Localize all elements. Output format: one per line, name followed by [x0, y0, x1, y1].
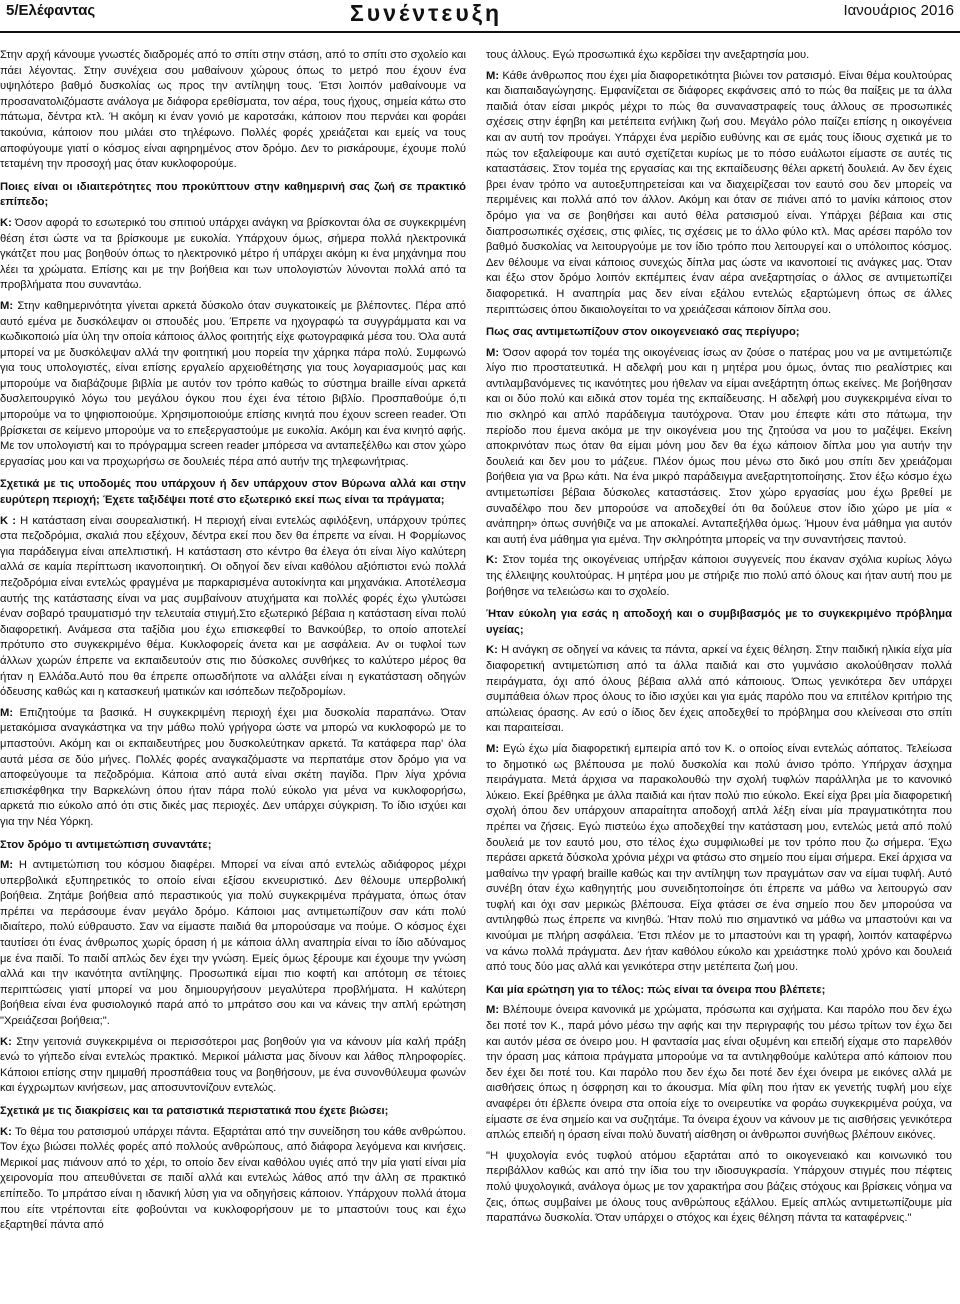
speaker-label: Μ:: [0, 859, 14, 872]
answer-paragraph: [0, 1035, 466, 1097]
right-column: [486, 48, 952, 1300]
interview-question: Και μία ερώτηση για το τέλος: πώς είναι τα όνειρα που βλέπετε;: [486, 983, 826, 996]
speaker-label: Κ:: [0, 1035, 12, 1048]
speaker-label: Μ:: [486, 1004, 500, 1017]
interview-question: Στον δρόμο τι αντιμετώπιση συναντάτε;: [0, 838, 212, 851]
paragraph-text: Επιζητούμε τα βασικά. Η συγκεκριμένη περιοχή έχει μια δυσκολία παραπάνω. Όταν μετακόμισα αναγκάστηκα να την μάθω πολύ γρήγορα ώστε να μπορώ να κυκλοφορώ με το μπαστούνι. Ακόμη και οι εκπαιδευτήρες μου δυσκολεύτηκαν αρκετά. Τα κατάφερα παρ' όλα αυτά μέσα σε δύο μήνες. Πολλές φορές αναγκαζόμαστε να περπατάμε στον δρόμο για να αποφεύγουμε τα πεζοδρόμια. Κάποια από αυτά είναι σκέτη παγίδα. Πριν λίγα χρόνια επισκέφθηκα την Βαρκελώνη όπου ήταν πάρα πολύ εύκολο για μένα να κυκλοφορήσω, αρκετά πιο εύκολο από ότι στις δικές μας περιοχές. Δεν υπάρχει σύγκριση. Το ίδιο ισχύει και για την Νέα Υόρκη.: [0, 706, 466, 828]
interview-question: Ποιες είναι οι ιδιαιτερότητες που προκύπτουν στην καθημερινή σας ζωή σε πρακτικό επίπεδο;: [0, 180, 466, 209]
answer-paragraph: [0, 1125, 466, 1234]
paragraph-text: Η αντιμετώπιση του κόσμου διαφέρει. Μπορεί να είναι από εντελώς αδιάφορος μέχρι υπερβολικά εξυπηρετικός το οποίο είναι εξίσου εκνευριστικό. Δεν θέλουμε υπερβολική βοήθεια. Ζητάμε βοήθεια από περαστικούς για πολύ συγκεκριμένα πράγματα, όπως όταν πρέπει να περάσουμε έναν μεγάλο δρόμο. Κάποιοι μας αντιμετωπίζουν σαν κάτι πολύ ιδιαίτερο, πολύ εύθραυστο. Σαν να είμαστε παιδιά θα μπορούσαμε να πούμε. Ο κόσμος έχει ταυτίσει ότι ένας άνθρωπος χωρίς όραση ή με κάποια άλλη αναπηρία είναι το ίδιο αδύναμος με ένα παιδί. Το παιδί απλώς δεν έχει την γνώση. Εμείς όμως ξέρουμε και έχουμε την γνώση αλλά και την ικανότητα αντίληψης. Προσωπικά είμαι πιο κοφτή και απότομη σε τέτοιες περιπτώσεις γιατί μπορεί να μου δημιουργήσουν μεγαλύτερα προβλήματα. Η καλύτερη βοήθεια είναι ένα φυσιολογικό παρά από το μπράτσο σου και να κάνεις την απλή ερώτηση "Χρειάζεσαι βοήθεια;".: [0, 859, 466, 1028]
paragraph-text: τους άλλους. Εγώ προσωπικά έχω κερδίσει την ανεξαρτησία μου.: [486, 49, 810, 61]
answer-paragraph: [0, 706, 466, 831]
speaker-label: Κ :: [0, 514, 16, 527]
answer-paragraph: [486, 643, 952, 737]
paragraph-text: Κάθε άνθρωπος που έχει μία διαφορετικότητα βιώνει τον ρατσισμό. Είναι θέμα κουλτούρας και διαπαιδαγώγησης. Εμφανίζεται σε διάφορες εκφάνσεις από το πώς θα παίξεις με τα άλλα παιδιά όταν είσαι μικρός μέχρι το πώς θα συναναστραφείς τους άλλους σε προσωπικές σχέσεις στην έφηβη και μετέπειτα ενήλικη ζωή σου. Μεγάλο ρόλο παίζει επίσης η οικογένεια και αν αυτή τον προάγει. Υπάρχει ένα μερίδιο ευθύνης και σε εμάς τους ίδιους σχετικά με το πώς τον εξαλείφουμε και αυτό σχετίζεται κυρίως με το πόσο ευάλωτοι είμαστε σε αυτές τις καταστάσεις. Στον τομέα της εργασίας και της εκπαίδευσης θέλει αρκετή δουλειά. Αν δεν έχεις βρει έναν τρόπο να αυτοεξυπηρετείσαι και να διαχειρίζεσαι τον εαυτό σου δεν μπορείς να περιμένεις και πολλά από τον άλλον. Ακόμη και όταν σε πιάνει από το μανίκι κάποιος στον δρόμο για να σε βοηθήσει και αυτό θέλα ρατσισμού είναι. Υπάρχει βέβαια και στις διαπροσωπικές σχέσεις, στις φιλίες, τις σχέσεις με το άλλο φύλο κτλ. Μας αρέσει παρόλο τον βαθμό δυσκολίας να λειτουργούμε με τον ίδιο τρόπο που λειτουργεί και ο υπόλοιπος κόσμος. Δεν θέλουμε να είναι κάποιος συνεχώς δίπλα μας ώστε να ικανοποιεί τις ανάγκες μας. Όταν και έξω στον δρόμο λοιπόν εκπέμπεις έναν αέρα ανεξαρτησίας ο άλλος σε αντιμετωπίζει διαφορετικά. Η αναπηρία μας δεν είναι εξάλου εντελώς εξαρτώμενη όπως σε άλλες περιπτώσεις όπου δικαιολογείται το να χρειάζεσαι κάποιον δίπλα σου.: [486, 69, 952, 316]
paragraph-text: Το θέμα του ρατσισμού υπάρχει πάντα. Εξαρτάται από την συνείδηση του κάθε ανθρώπου. Τον έχω βιώσει πολλές φορές από πολλούς ανθρώπους, από διάφορα λεγόμενα και κινήσεις. Μερικοί μας πιάνουν από το χέρι, το οποίο δεν είναι καθόλου υγιές από την μία γιατί είναι μία χειρονομία που απευθύνεται σε παιδί αλλά και εντελώς λάθος από την άλλη σε πρακτικό επίπεδο. Το μπράτσο είναι η ιδανική λύση για να οδηγήσεις κάποιον. Υπάρχουν πολλά άτομα που είτε ντρέπονται είτε φοβούνται να κυκλοφορήσουν με το μπαστούνι τους και έχω εξαρτηθεί πάντα από: [0, 1125, 466, 1232]
answer-paragraph: [486, 346, 952, 549]
paragraph-text: Στην γειτονιά συγκεκριμένα οι περισσότεροι μας βοηθούν για να κάνουν μία καλή πράξη ενώ το γήπεδο είναι εντελώς πρακτικό. Μερικοί μάλιστα μας δίνουν και λάθος πληροφορίες. Κάποιοι επίσης στην ημιμαθή προσπάθεια τους να βοηθήσουν, με ένα συνονθύλευμα φωνών και έγχρωμτων κινήσεων, μας αποσυντονίζουν εντελώς.: [0, 1035, 466, 1095]
paragraph-text: Όσον αφορά τον τομέα της οικογένειας ίσως αν ζούσε ο πατέρας μου να με αντιμετώπιζε λίγο πιο προστατευτικά. Η αδελφή μου και η μητέρα μου όμως, όντας πιο ρεαλίστριες και αντιλαμβανόμενες τις ικανότητες μου ήθελαν να είμαι ανεξάρτητη όπως εκείνες. Με βοήθησαν και οι δύο πολύ και ειδικά στον τομέα της εκπαίδευσης. Η αδελφή μου συγκεκριμένα είναι το πιο σκληρό και απλό παράδειγμα ταυτόχρονα. Όταν μου έπεφτε κάτι στο πάτωμα, την περίοδο που έμενα ακόμα με την οικογένεια μου της ζητούσα να μου το μαζέψει. Εκείνη αποκρινόταν πως όταν θα είμαι μόνη μου δεν θα έχω κάποιον δίπλα μου για αυτήν την δουλειά και δεν μου το μάζευε. Πλέον όμως που μένω στο δικό μου σπίτι δεν χρειάζομαι βοήθεια για να βρω κάτι. Να ένα μικρό παράδειγμα ανεξαρτητοποίησης. Στον έξω κόσμο έχω αντιμετωπίσει βέβαια δύσκολες καταστάσεις. Στον χώρο εργασίας μου έχω βρεθεί με συναδέλφο που δεν μπορούσε να αποδεχθεί ότι θα δούλευε στον ίδιο χώρο με μία « ανάπηρη» όπως συνήθιζε να με αποκαλεί. Ανταπεξήλθα όμως. Ήμουν ένα μάθημα για αυτόν και αυτή ένα μάθημα για εμένα. Την σκληρότητα μπορείς να την συναντήσεις παντού.: [486, 346, 952, 546]
speaker-label: Μ:: [486, 742, 500, 755]
answer-paragraph: [486, 48, 952, 64]
answer-paragraph: [486, 553, 952, 600]
paragraph-text: Η ανάγκη σε οδηγεί να κάνεις τα πάντα, αρκεί να έχεις θέληση. Στην παιδική ηλικία είχα μία διαφορετική αντιμετώπιση από τα άλλα παιδιά και στο γυμνάσιο ακολούθησαν πολλά πειράγματα, όχι από όλους βέβαια αλλά από κάποιους. Όπως γενικότερα δεν υπάρχει συμπάθεια όλων προς όλους το ίδιο ισχύει και για εμάς παρόλο που να επιτέλον κριτήριο της απώλειας όρασης. Αν εσύ ο ίδιος δεν έχεις αποδεχθεί το πρόβλημα σου κλείνεσαι στο σπίτι και παραιτείσαι.: [486, 644, 952, 735]
answer-paragraph: [0, 514, 466, 701]
answer-paragraph: [486, 742, 952, 976]
speaker-label: Μ:: [0, 299, 14, 312]
speaker-label: Κ:: [0, 1125, 12, 1138]
speaker-label: Μ:: [0, 706, 14, 719]
issue-date: Ιανουάριος 2016: [843, 2, 954, 19]
speaker-label: Μ:: [486, 346, 500, 359]
header-rule: [0, 31, 960, 33]
interview-question: Πως σας αντιμετωπίζουν στον οικογενειακό σας περίγυρο;: [486, 326, 800, 339]
speaker-label: Κ:: [486, 554, 498, 567]
paragraph-text: Στην αρχή κάνουμε γνωστές διαδρομές από το σπίτι στην στάση, από το σπίτι στο σχολείο και πάει λέγοντας. Στην συνέχεια σου μαθαίνουν χώρους όπως το μετρό που έχουν ένα υψηλότερο βαθμό δυσκολίας ως προς την αντίληψη τους. Έτσι λοιπόν μαθαίνουμε να προσανατολιζόμαστε ανάλογα με διάφορα ερεθίσματα, τον αέρα, τους ήχους, σημεία κάτω στο πάτωμα, δέντρα κτλ. Ή ακόμη κι έναν γονιό με καροτσάκι, κάποιον που περνάει και φοράει τακούνια, κάποιον που μιλάει στο τηλέφωνο. Πολλές φορές χρειάζεται και εμείς να τους αποφύγουμε γιατί ο κόσμος είναι αφηρημένος στον δρόμο. Δεν το ρισκάρουμε, έχουμε πολύ τεταμένη την προσοχή μας όταν κυκλοφορούμε.: [0, 49, 466, 171]
answer-paragraph: [486, 1003, 952, 1143]
speaker-label: Κ:: [486, 644, 498, 657]
interview-question: Σχετικά με τις υποδομές που υπάρχουν ή δεν υπάρχουν στον Βύρωνα αλλά και στην ευρύτερη περιοχή; Έχετε ταξιδέψει ποτέ στο εξωτερικό εκεί πως είναι τα πράγματα;: [0, 478, 466, 507]
paragraph-text: Στον τομέα της οικογένειας υπήρξαν κάποιοι συγγενείς που έκαναν σχόλια κυρίως λόγω της έλλειψης κουλτούρας. Η μητέρα μου με στήριξε πιο πολύ από όλους και ήταν αυτή που με βοήθησε να τελειώσω και το σχολείο.: [486, 554, 952, 598]
answer-paragraph: [486, 69, 952, 319]
answer-paragraph: [0, 216, 466, 294]
speaker-label: Κ:: [0, 216, 12, 229]
answer-paragraph: [0, 48, 466, 173]
paragraph-text: Εγώ έχω μία διαφορετική εμπειρία από τον Κ. ο οποίος είναι εντελώς αόπατος. Τελείωσα το δημοτικό ως βλέπουσα με πολύ δυσκολία και πολύ άνισο τρόπο. Υπήρχαν άσχημα πειράγματα. Μετά άρχισα να παρακολουθώ την σχολή τυφλών παράλληλα με το κανονικό λύκειο. Εκεί βρέθηκα με άλλα παιδιά και ήταν πολύ πιο εύκολο. Εκεί είχα βρει μία διαφορετική σχολή όπου δεν υπάρχουν απαραίτητα αποδοχή απλά λέξη είναι μία πραγματικότητα που πρέπει να ζήσεις. Εγώ πιστεύω έχω αποδεχθεί την κατάσταση μου, εντελώς μετά από πολύ δουλειά με τον εαυτό μου, στο τέλος έχω συμφιλιωθεί με τον τρόπο που ζω σήμερα. Έχω περάσει αρκετά δύσκολα χρόνια μέχρι να φτάσω στο σημείο που είμαι σήμερα. Εκεί άρχισα να μαθαίνω την γραφή braille καθώς και την αντίληψη των πραγμάτων σαν να είμαι τυφλή. Αυτό συνέβη όταν έχω καθηγητής μου συνειδητοποίησε ότι έπρεπε να μάθω να λειτουργώ σαν τυφλή και όχι σαν μερικώς βλέπουσα. Είχα φτάσει σε ένα σημείο που δεν μπορούσα να αντιληφθώ πως έπρεπε να κινηθώ. Ήταν πολύ πιο σημαντικό να μάθω να μπαστούνι και να κινούμαι με πλήρη ασφάλεια. Έτσι πλέον με το μπαστούνι και τη γραφή, λοιπόν καταφέρνω να κάνω πολλά πράγματα. Δεν ήταν καθόλου εύκολο και χρειάστηκε πολύ χρόνο και δουλειά από τους δύο μας αλλά και γενικότερα στην μετέπειτα ζωή μου.: [486, 742, 952, 974]
paragraph-text: Όσον αφορά το εσωτερικό του σπιτιού υπάρχει ανάγκη να βρίσκονται όλα σε συγκεκριμένη θέση έτσι ώστε να τα βρίσκουμε με ευκολία. Υπάρχουν όμως, σήμερα πολλά ηλεκτρονικά γκάτζετ που μας βοηθούν όπως το ηλεκτρονικό μέτρο ή υπάρχει ακόμη κι ένα μηχάνημα που λέει τα χρώματα. Επίσης και με την βοήθεια και των υπολογιστών λύνονται πολλά από τα προβλήματα που συναντάω.: [0, 216, 466, 292]
answer-paragraph: [0, 299, 466, 471]
paragraph-text: Στην καθημερινότητα γίνεται αρκετά δύσκολο όταν συγκατοικείς με βλέποντες. Πέρα από αυτό εμένα με δυσκόλεψαν οι σπουδές μου. Έπρεπε να ηχογραφώ τα συγγράμματα και να κωδικοποιώ μία ύλη την οποία κάποιος άλλος φοιτητής είχε φωτογραφικά μέσα του. Όλα αυτά μπορεί να με δυσκόλεψαν αλλά την φοιτητική μου πορεία την χάρηκα πάρα πολύ. Συμφωνώ για τους υπολογιστές, είναι επίσης εργαλείο αρχειοθέτησης για τους λογαριασμούς μας και μπορούμε να διαβάζουμε βιβλία με αυτόν τον τρόπο καθώς το σύστημα braille είναι αρκετά δυσλειτουργικό λόγω του μεγάλου όγκου που έχει ένα τέτοιο βιβλίο. Προσπαθούμε ό,τι μπορούμε να το ψηφιοποιούμε. Χρησιμοποιούμε επίσης κινητά που έχουν screen reader. Ότι βρίσκεται σε κείμενο μπορούμε να το επεξεργαστούμε με ευκολία. Ακόμη και ένα κινητό αφής. Με τον υπολογιστή και το πρόγραμμα screen reader μπόρεσα να ανταπεξέλθω και στον χώρο εργασίας μου και να προχωρήσω σε δουλειές πέρα από αυτήν της τηλεφωνήτριας.: [0, 299, 466, 468]
section-label: 5/Ελέφαντας: [6, 2, 96, 19]
paragraph-text: Η κατάσταση είναι σουρεαλιστική. Η περιοχή είναι εντελώς αφιλόξενη, υπάρχουν τρύπες στα πεζοδρόμια, σκαλιά που εξέχουν, δέντρα εκεί που δεν θα έπρεπε να είναι. Η Φορμίωνος για παράδειγμα είναι απελπιστική. Η κατάσταση στο κέντρο θα έλεγα ότι είναι λίγο καλύτερη αλλά σε καμία περίπτωση ικανοποιητική. Οι οδηγοί δεν είναι καθόλου αξιόπιστοι ενώ πολλά πεζοδρόμια είναι εντελώς φραγμένα με παρκαρισμένα αυτοκίνητα και μηχανάκια. Αποτέλεσμα αυτής της κατάστασης είναι να μας συμβαίνουν ατυχήματα και πολλές φορές έχω γλυτώσει έναν σοβαρό τραυματισμό την τελευταία στιγμή.Στο εξωτερικό βέβαια η κατάσταση είναι πολύ διαφορετική. Ανάμεσα στα ταξίδια μου έχω επισκεφθεί το Βανκούβερ, το οποίο αποτελεί πρότυπο στο συγκεκριμένο θέμα. Κυκλοφορείς άνετα και με ασφάλεια. Αν οι τυφλοί των άλλων χωρών έπρεπε να εκπαιδευτούν στις πιο δύσκολες συνθήκες το καλύτερο μέρος θα ήταν η Ελλάδα.Αυτό που θα έπρεπε οπωσδήποτε να αλλάξει είναι η εγκατάσταση οδηγών όδευσης καθώς και η κατασκευή ιματικών και ισόπεδων πεζοδρομίων.: [0, 514, 466, 699]
interview-question: Σχετικά με τις διακρίσεις και τα ρατσιστικά περιστατικά που έχετε βιώσει;: [0, 1105, 389, 1117]
page-title: Συνέντευξη: [350, 0, 503, 26]
paragraph-text: Βλέπουμε όνειρα κανονικά με χρώματα, πρόσωπα και σχήματα. Και παρόλο που δεν έχω δει ποτέ τον Κ., παρά μόνο μέσω την αφής και την περιγραφής του μέσω τρίτων τον έχω δει και αυτόν μέσα σε όνειρο μου. Η φαντασία μας είναι οξυμένη και επειδή είχαμε στο παρελθόν την όραση μας κάποια πράγματα μπορούμε να τα αντιληφθούμε καλύτερα από κάποιον που δεν έχει δει ποτέ του. Και παρόλο που δεν έχω δει ποτέ δεν έχει όνειρα με εικόνες αλλά με αισθήσεις όπως η όσφρηση και το άκουσμα. Μία φίλη που ήταν εκ γενετής τυφλή μου είχε αναφέρει ότι έβλεπε όνειρα στα οποία είχε το ονειρευτίκε να φοράω συγκεκριμένα ρούχα, να είμαστε σε ένα σημείο και να συζητάμε. Τα όνειρα έχουν να κάνουν με τις αισθήσεις γενικότερα απλώς επειδή η όραση είναι πολύ δυνατή αίσθηση οι άνθρωποι συνήθως βλέπουν εικόνες.: [486, 1004, 952, 1142]
answer-paragraph: [0, 858, 466, 1030]
left-column: [0, 48, 466, 1300]
paragraph-text: "Η ψυχολογία ενός τυφλού ατόμου εξαρτάται από το οικογενειακό και κοινωνικό του περιβάλλον καθώς και από την ίδια του την ιδιοσυγκρασία. Υπάρχουν στιγμές που πέφτεις πολύ ψυχολογικά, ανάλογα όμως με τον χαρακτήρα σου βάζεις στόχους και βρίσκεις νόημα να ζεις, όπως συμβαίνει με όλους τους ανθρώπους εξάλλου. Εμείς απλώς αντιμετωπίζουμε μία παραπάνω δυσκολία. Όταν υπάρχει ο στόχος και έχεις θέληση πάντα τα καταφέρνεις.": [486, 1149, 952, 1225]
page-header: [0, 0, 960, 34]
interview-question: Ήταν εύκολη για εσάς η αποδοχή και ο συμβιβασμός με το συγκεκριμένο πρόβλημα υγείας;: [486, 608, 952, 636]
speaker-label: Μ:: [486, 69, 500, 82]
answer-paragraph: [486, 1149, 952, 1227]
